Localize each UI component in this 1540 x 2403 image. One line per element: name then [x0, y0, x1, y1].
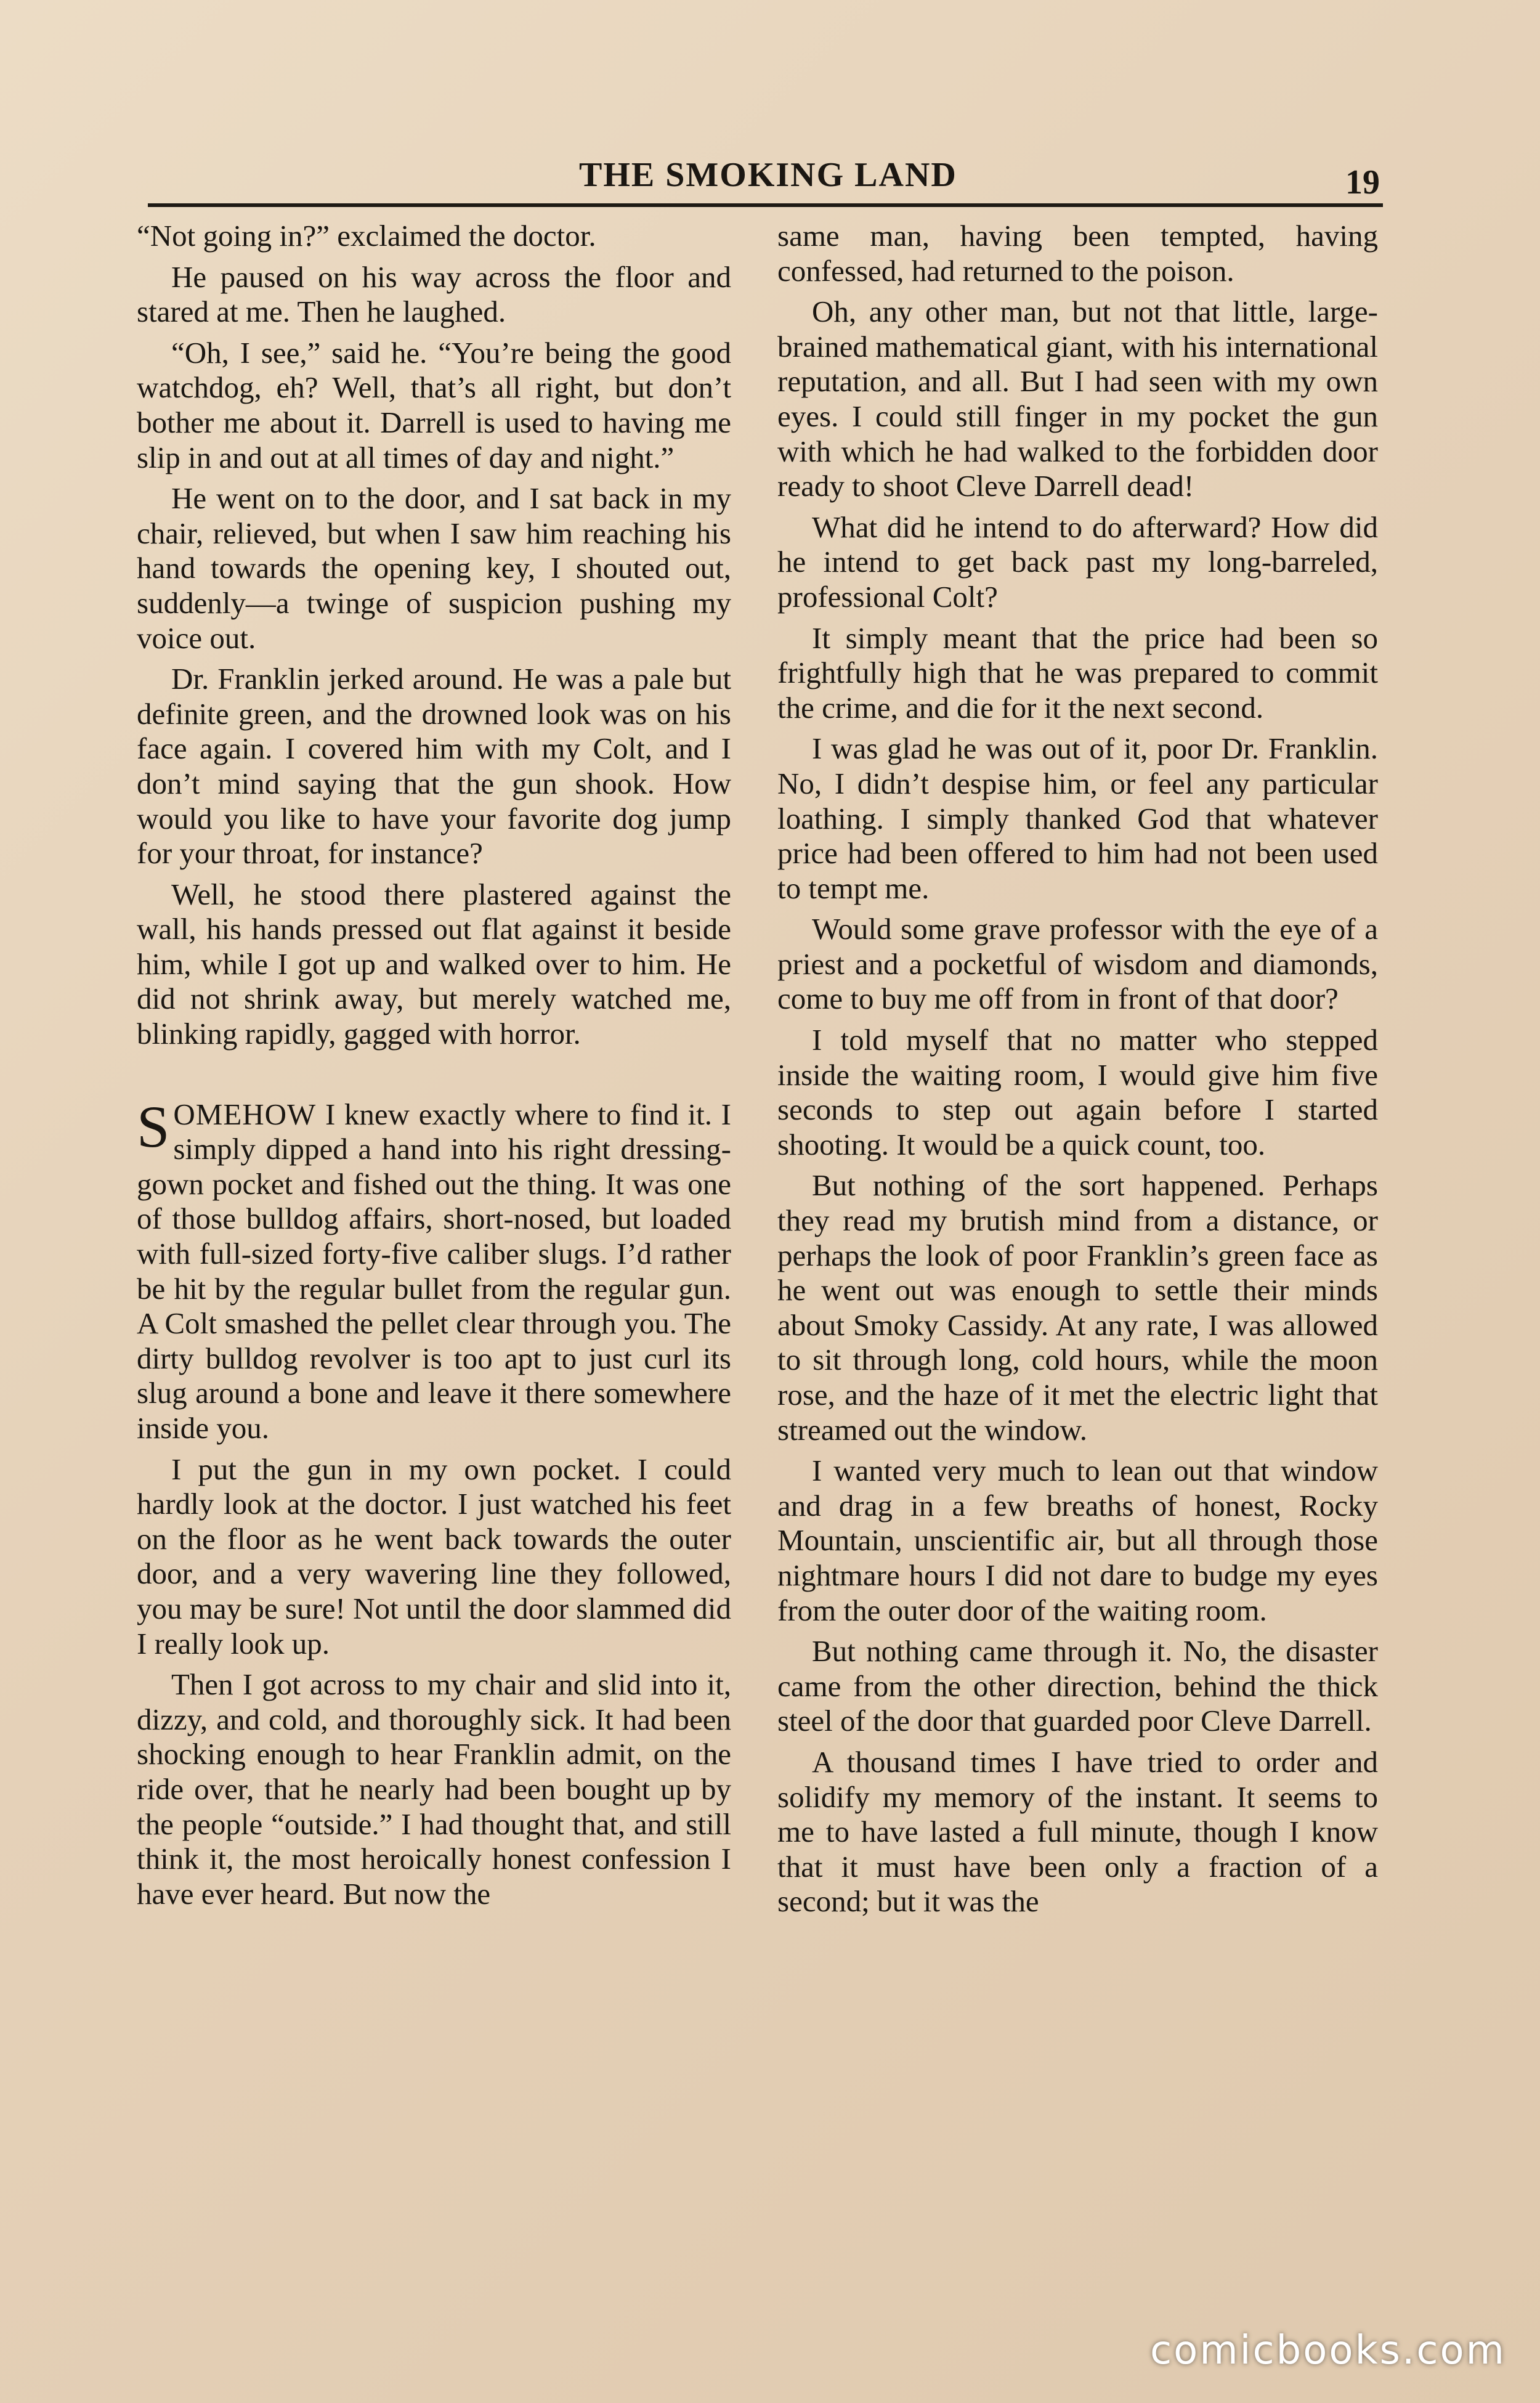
watermark: comicbooks.com	[1149, 2328, 1506, 2373]
left-column	[137, 219, 731, 1917]
paragraph: A thousand times I have tried to order and solidify my memory of the instant. It seems to me to have lasted a full minute, though I know that it must have been only a fraction of a second; but it was the	[777, 1744, 1378, 1919]
running-title: THE SMOKING LAND	[579, 156, 957, 194]
paragraph: “Not going in?” exclaimed the doctor.	[137, 219, 596, 253]
paragraph: What did he intend to do afterward? How did he intend to get back past my long-barreled, professional Colt?	[777, 510, 1378, 614]
paragraph: I wanted very much to lean out that window and drag in a few breaths of honest, Rocky Mountain, unscientific air, but all through those nightmare hours I did not dare to budge my eyes from the outer door of the waiting room.	[777, 1454, 1378, 1627]
small-caps-lead: OMEHOW	[173, 1097, 317, 1131]
paragraph: It simply meant that the price had been so frightfully high that he was prepared to commit the crime, and die for it the next second.	[777, 620, 1378, 725]
drop-cap: S	[137, 1093, 170, 1160]
paragraph: same man, having been tempted, having confessed, had returned to the poison.	[777, 219, 1378, 288]
paragraph: I was glad he was out of it, poor Dr. Franklin. No, I didn’t despise him, or feel any particular loathing. I simply thanked God that whatever price had been offered to him had not been used to tempt me.	[777, 731, 1378, 905]
paragraph: But nothing of the sort happened. Perhaps they read my brutish mind from a distance, or perhaps the look of poor Franklin’s green face as he went out was enough to settle their minds about Smoky Cassidy. At any rate, I was allowed to sit through long, cold hours, while the moon rose, and the haze of it met the electric light that streamed out the window.	[777, 1168, 1378, 1447]
paragraph: He paused on his way across the floor and stared at me. Then he laughed.	[137, 259, 731, 329]
section-opening-paragraph	[137, 1093, 731, 1446]
paragraph: Would some grave professor with the eye of a priest and a pocketful of wisdom and diamonds, come to buy me off from in front of that door?	[777, 912, 1378, 1016]
section-break	[137, 1058, 731, 1097]
paragraph: He went on to the door, and I sat back in my chair, relieved, but when I saw him reaching his hand towards the opening key, I shouted out, suddenly—a twinge of suspicion pushing my voice out.	[137, 481, 731, 655]
paragraph: “Oh, I see,” said he. “You’re being the good watchdog, eh? Well, that’s all right, but don’t bother me about it. Darrell is used to having me slip in and out at all times of day and night.”	[137, 335, 731, 474]
paragraph: Oh, any other man, but not that little, large-brained mathematical giant, with his international reputation, and all. But I had seen with my own eyes. I could still finger in my pocket the gun with which he had walked to the forbidden door ready to shoot Cleve Darrell dead!	[777, 295, 1378, 503]
paragraph: But nothing came through it. No, the disaster came from the other direction, behind the thick steel of the door that guarded poor Cleve Darrell.	[777, 1634, 1378, 1738]
page-header	[148, 155, 1380, 205]
paragraph: Well, he stood there plastered against the wall, his hands pressed out flat against it beside him, while I got up and walked over to him. He did not shrink away, but merely watched me, blinking rapidly, gagged with horror.	[137, 877, 731, 1051]
paragraph: I put the gun in my own pocket. I could hardly look at the doctor. I just watched his feet on the floor as he went back towards the outer door, and a very wavering line they followed, you may be sure! Not until the door slammed did I really look up.	[137, 1452, 731, 1661]
page-number: 19	[1345, 163, 1380, 201]
paragraph: Dr. Franklin jerked around. He was a pale but definite green, and the drowned look was on his face again. I covered him with my Colt, and I don’t mind saying that the gun shook. How would you like to have your favorite dog jump for your throat, for instance?	[137, 662, 731, 871]
header-rule	[148, 203, 1383, 207]
section-opening-text: I knew exactly where to find it. I simply dipped a hand into his right dressing-gown pocket and fished out the thing. It was one of those bulldog affairs, short-nosed, but loaded with full-sized forty-five caliber slugs. I’d rather be hit by the regular bullet from the regular gun. A Colt smashed the pellet clear through you. The dirty bulldog revolver is too apt to just curl its slug around a bone and leave it there somewhere inside you.	[137, 1097, 731, 1445]
paragraph: I told myself that no matter who stepped inside the waiting room, I would give him five seconds to step out again before I started shooting. It would be a quick count, too.	[777, 1023, 1378, 1161]
paragraph: Then I got across to my chair and slid into it, dizzy, and cold, and thoroughly sick. It had been shocking enough to hear Franklin admit, on the ride over, that he nearly had been bought up by the people “outside.” I had thought that, and still think it, the most heroically honest confession I have ever heard. But now the	[137, 1667, 731, 1911]
right-column	[777, 219, 1378, 1925]
